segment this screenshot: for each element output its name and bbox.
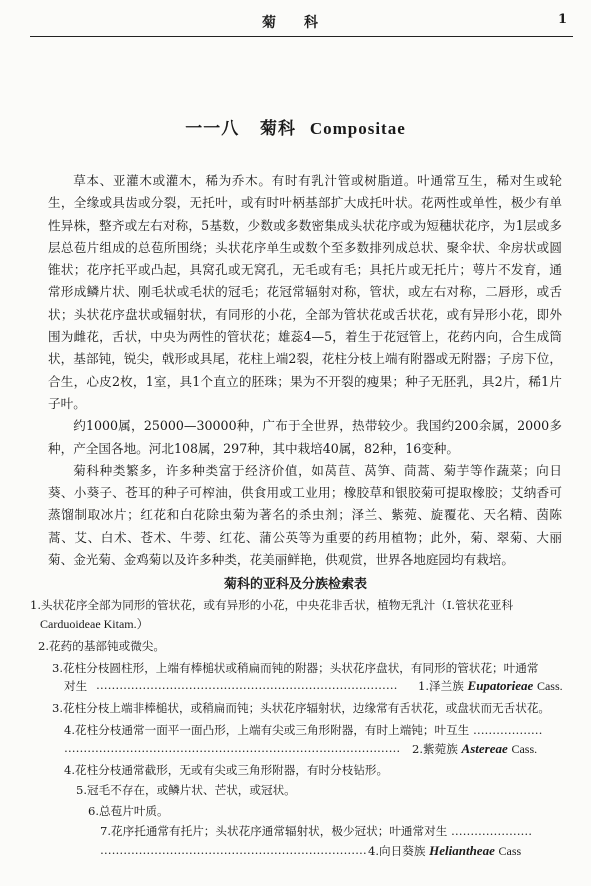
chapter-name: 菊科 (259, 119, 296, 139)
dot-leader: …………………………………………………………… (100, 843, 367, 857)
key-taxon (368, 843, 521, 859)
dot-leader: ……………… (472, 723, 543, 737)
key-entry-text: 7.花序托通常有托片；头状花序通常辐射状，极少冠状；叶通常对生 (100, 824, 448, 838)
key-entry-text: 4.花柱分枝通常一面平一面凸形，上端有尖或三角形附器，有时上端钝；叶互生 (64, 723, 470, 737)
dot-leader: …………………………………………………………………… (96, 678, 398, 692)
paragraph-distribution: 约1000属，25000—30000种，广布于全世界，热带较少。我国约200余属，2000多种，产全国各地。河北108属，297种，其中栽培40属，82种，16变种。 (48, 418, 562, 456)
paragraph-economic-value: 菊科种类繁多，许多种类富于经济价值，如莴苣、莴笋、茼蒿、菊芋等作蔬菜；向日葵、小葵子、苍耳的种子可榨油，供食用或工业用；橡胶草和银胶菊可提取橡胶；艾纳香可蒸馏制取冰片；红花和白花除虫菊为著名的杀虫剂；泽兰、紫菀、旋覆花、天名精、茵陈蒿、艾、白术、苍术、牛蒡、红花、蒲公英等为重要的药用植物；此外，菊、翠菊、大丽菊、金光菊、金鸡菊以及许多种类，花美丽鲜艳，供观赏，世界各地庭园均有栽培。 (48, 462, 562, 568)
key-entry-5 (76, 782, 296, 798)
chapter-number: 一一八 (185, 119, 240, 139)
key-entry-3a (52, 660, 538, 676)
chapter-heading (0, 114, 591, 139)
running-title: 菊科 (262, 15, 346, 31)
header-rule (30, 36, 573, 37)
taxon-author: Cass (498, 844, 522, 858)
key-entry-text: 1.头状花序全部为同形的管状花，或有异形的小花，中央花非舌状，植物无乳汁（I.管状花亚科 (30, 598, 514, 612)
key-entry-1-cont (40, 615, 149, 632)
key-entry-continuation: 对生 (64, 679, 88, 693)
chapter-latin: Compositae (309, 119, 406, 138)
dot-leader: …………………………………………………………………………… (64, 741, 401, 755)
key-taxon (412, 741, 537, 757)
key-taxon (418, 678, 563, 694)
key-entry-3b (52, 700, 550, 716)
key-entry-latin: Carduoideae Kitam.） (40, 617, 149, 631)
taxon-name: 4.向日葵族 (368, 844, 426, 858)
key-entry-text: 3.花柱分枝圆柱形，上端有棒槌状或稍扁而钝的附器；头状花序盘状，有同形的管状花；叶通常 (52, 661, 539, 675)
key-entry-text: 4.花柱分枝通常截形，无或有尖或三角形附器，有时分枝钻形。 (64, 763, 389, 777)
key-entry-text: 5.冠毛不存在，或鳞片状、芒状，或冠状。 (76, 783, 296, 797)
family-description (48, 170, 562, 571)
key-entry-1 (30, 597, 513, 613)
key-entry-7 (100, 823, 532, 839)
taxon-latin: Astereae (461, 741, 508, 756)
key-entry-4a (64, 722, 543, 738)
taxon-name: 1.泽兰族 (418, 679, 464, 693)
key-title: 菊科的亚科及分族检索表 (223, 577, 367, 592)
taxon-latin: Eupatorieae (467, 678, 534, 693)
taxon-author: Cass. (536, 679, 563, 693)
key-entry-2 (38, 638, 165, 654)
key-entry-text: 2.花药的基部钝或微尖。 (38, 639, 165, 653)
taxon-author: Cass. (511, 742, 538, 756)
running-header (30, 10, 573, 36)
page-number: 1 (557, 12, 567, 27)
key-entry-text: 3.花柱分枝上端非棒槌状，或稍扁而钝；头状花序辐射状，边缘常有舌状花，或盘状而无舌状花。 (52, 701, 551, 715)
key-entry-4b (64, 762, 388, 778)
key-entry-3a-cont (64, 678, 563, 694)
key-entry-6 (88, 803, 169, 819)
taxon-name: 2.紫菀族 (412, 742, 458, 756)
dot-leader: ………………… (450, 824, 533, 838)
paragraph-description: 草本、亚灌木或灌木，稀为乔木。有时有乳汁管或树脂道。叶通常互生，稀对生或轮生，全缘或具齿或分裂，无托叶，或有时叶柄基部扩大成托叶状。花两性或单性，极少有单性异株，整齐或左右对称，5基数，少数或多数密集成头状花序或为短穗状花序，为1层或多层总苞片组成的总苞所围绕；头状花序单生或数个至多数排列成总状、聚伞状、伞房状或圆锥状；花序托平或凸起，具窝孔或无窝孔，无毛或有毛；具托片或无托片；萼片不发育，通常形成鳞片状、刚毛状或毛状的冠毛；花冠常辐射对称，管状，或左右对称，二唇形，或舌状；头状花序盘状或辐射状，有同形的小花，全部为管状花或舌状花，或有异形小花，即外围为雌花，舌状，中央为两性的管状花；雄蕊4—5，着生于花冠管上，花药内向，合生成筒状，基部钝，锐尖，戟形或具尾，花柱上端2裂，花柱分枝上端有附器或无附器；子房下位，合生，心皮2枚，1室，具1个直立的胚珠；果为不开裂的瘦果；种子无胚乳，具2片，稀1片子叶。 (48, 173, 562, 411)
key-entry-text: 6.总苞片叶质。 (88, 804, 169, 818)
taxon-latin: Heliantheae (429, 843, 495, 858)
